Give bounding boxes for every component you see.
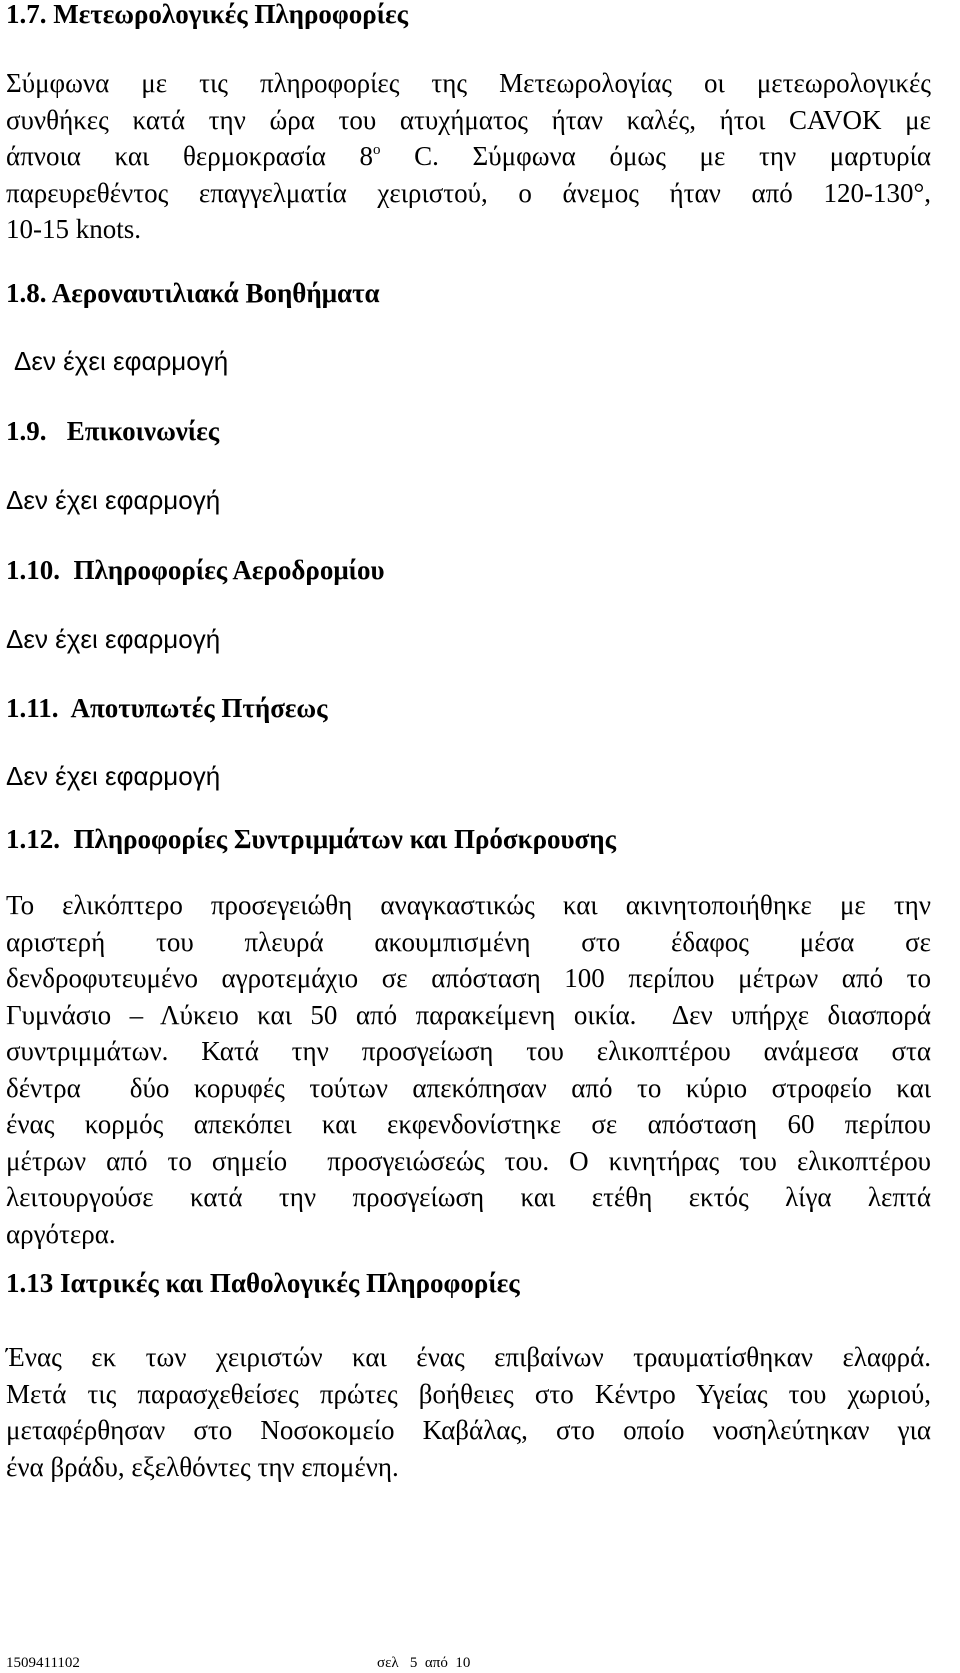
section-1-11-text: Δεν έχει εφαρμογή [6, 761, 221, 791]
line-segment: C. Σύμφωνα όμως με την μαρτυρία [380, 141, 932, 171]
paragraph-line: λειτουργούσε κατά την προσγείωση και ετέθη εκτός λίγα λεπτά [6, 1182, 931, 1212]
section-1-10-text: Δεν έχει εφαρμογή [6, 624, 221, 654]
paragraph-line: παρευρεθέντος επαγγελματία χειριστού, ο άνεμος ήταν από 120-130°, [6, 177, 931, 208]
paragraph-line: μέτρων από το σημείο προσγειώσεώς του. Ο κινητήρας του ελικοπτέρου [6, 1145, 931, 1176]
paragraph-line: Γυμνάσιο – Λύκειο και 50 από παρακείμενη οικία. Δεν υπήρχε διασπορά [6, 999, 931, 1030]
paragraph-line: μεταφέρθησαν στο Νοσοκομείο Καβάλας, στο οποίο νοσηλεύτηκαν για [6, 1415, 931, 1445]
footer-doc-number: 1509411102 [6, 1655, 80, 1671]
paragraph-line: Μετά τις παρασχεθείσες πρώτες βοήθειες στο Κέντρο Υγείας του χωριού, [6, 1378, 931, 1409]
footer-page-number: σελ 5 από 10 [377, 1655, 471, 1671]
paragraph-line: 10-15 knots. [6, 214, 141, 244]
section-heading-1-11: 1.11. Αποτυπωτές Πτήσεως [6, 693, 328, 723]
paragraph-line: Σύμφωνα με τις πληροφορίες της Μετεωρολογίας οι μετεωρολογικές [6, 68, 931, 98]
paragraph-line: αργότερα. [6, 1218, 116, 1249]
section-heading-1-8: 1.8. Αεροναυτιλιακά Βοηθήματα [6, 278, 380, 308]
section-1-13-paragraph [6, 1339, 931, 1485]
section-heading-1-10: 1.10. Πληροφορίες Αεροδρομίου [6, 555, 385, 585]
section-heading-1-12: 1.12. Πληροφορίες Συντριμμάτων και Πρόσκρουσης [6, 824, 616, 854]
paragraph-line: Ένας εκ των χειριστών και ένας επιβαίνων τραυματίσθηκαν ελαφρά. [6, 1342, 931, 1372]
paragraph-line: ένας κορμός απεκόπει και εκφενδονίστηκε σε απόσταση 60 περίπου [6, 1109, 931, 1139]
paragraph-line: δέντρα δύο κορυφές τούτων απεκόπησαν από το κύριο στροφείο και [6, 1072, 931, 1103]
paragraph-line: Το ελικόπτερο προσεγειώθη αναγκαστικώς και ακινητοποιήθηκε με την [6, 890, 931, 920]
section-heading-1-9: 1.9. Επικοινωνίες [6, 416, 220, 446]
section-1-9-text: Δεν έχει εφαρμογή [6, 485, 221, 515]
section-1-12-paragraph [6, 887, 931, 1252]
section-heading-1-7: 1.7. Μετεωρολογικές Πληροφορίες [6, 0, 409, 29]
paragraph-line: συντριμμάτων. Κατά την προσγείωση του ελικοπτέρου ανάμεσα στα [6, 1036, 931, 1066]
section-heading-1-13: 1.13 Ιατρικές και Παθολογικές Πληροφορίες [6, 1268, 520, 1298]
section-1-7-paragraph [6, 65, 931, 248]
degree-superscript: o [373, 142, 381, 158]
paragraph-line: αριστερή του πλευρά ακουμπισμένη στο έδαφος μέσα σε [6, 926, 931, 957]
paragraph-line: δενδροφυτευμένο αγροτεμάχιο σε απόσταση 100 περίπου μέτρων από το [6, 963, 931, 993]
section-1-8-text: Δεν έχει εφαρμογή [14, 346, 229, 376]
paragraph-line: ένα βράδυ, εξελθόντες την επομένη. [6, 1451, 399, 1482]
line-segment: άπνοια και θερμοκρασία 8 [6, 141, 374, 171]
paragraph-line: συνθήκες κατά την ώρα του ατυχήματος ήταν καλές, ήτοι CAVOK με [6, 104, 931, 135]
paragraph-line [6, 138, 931, 175]
